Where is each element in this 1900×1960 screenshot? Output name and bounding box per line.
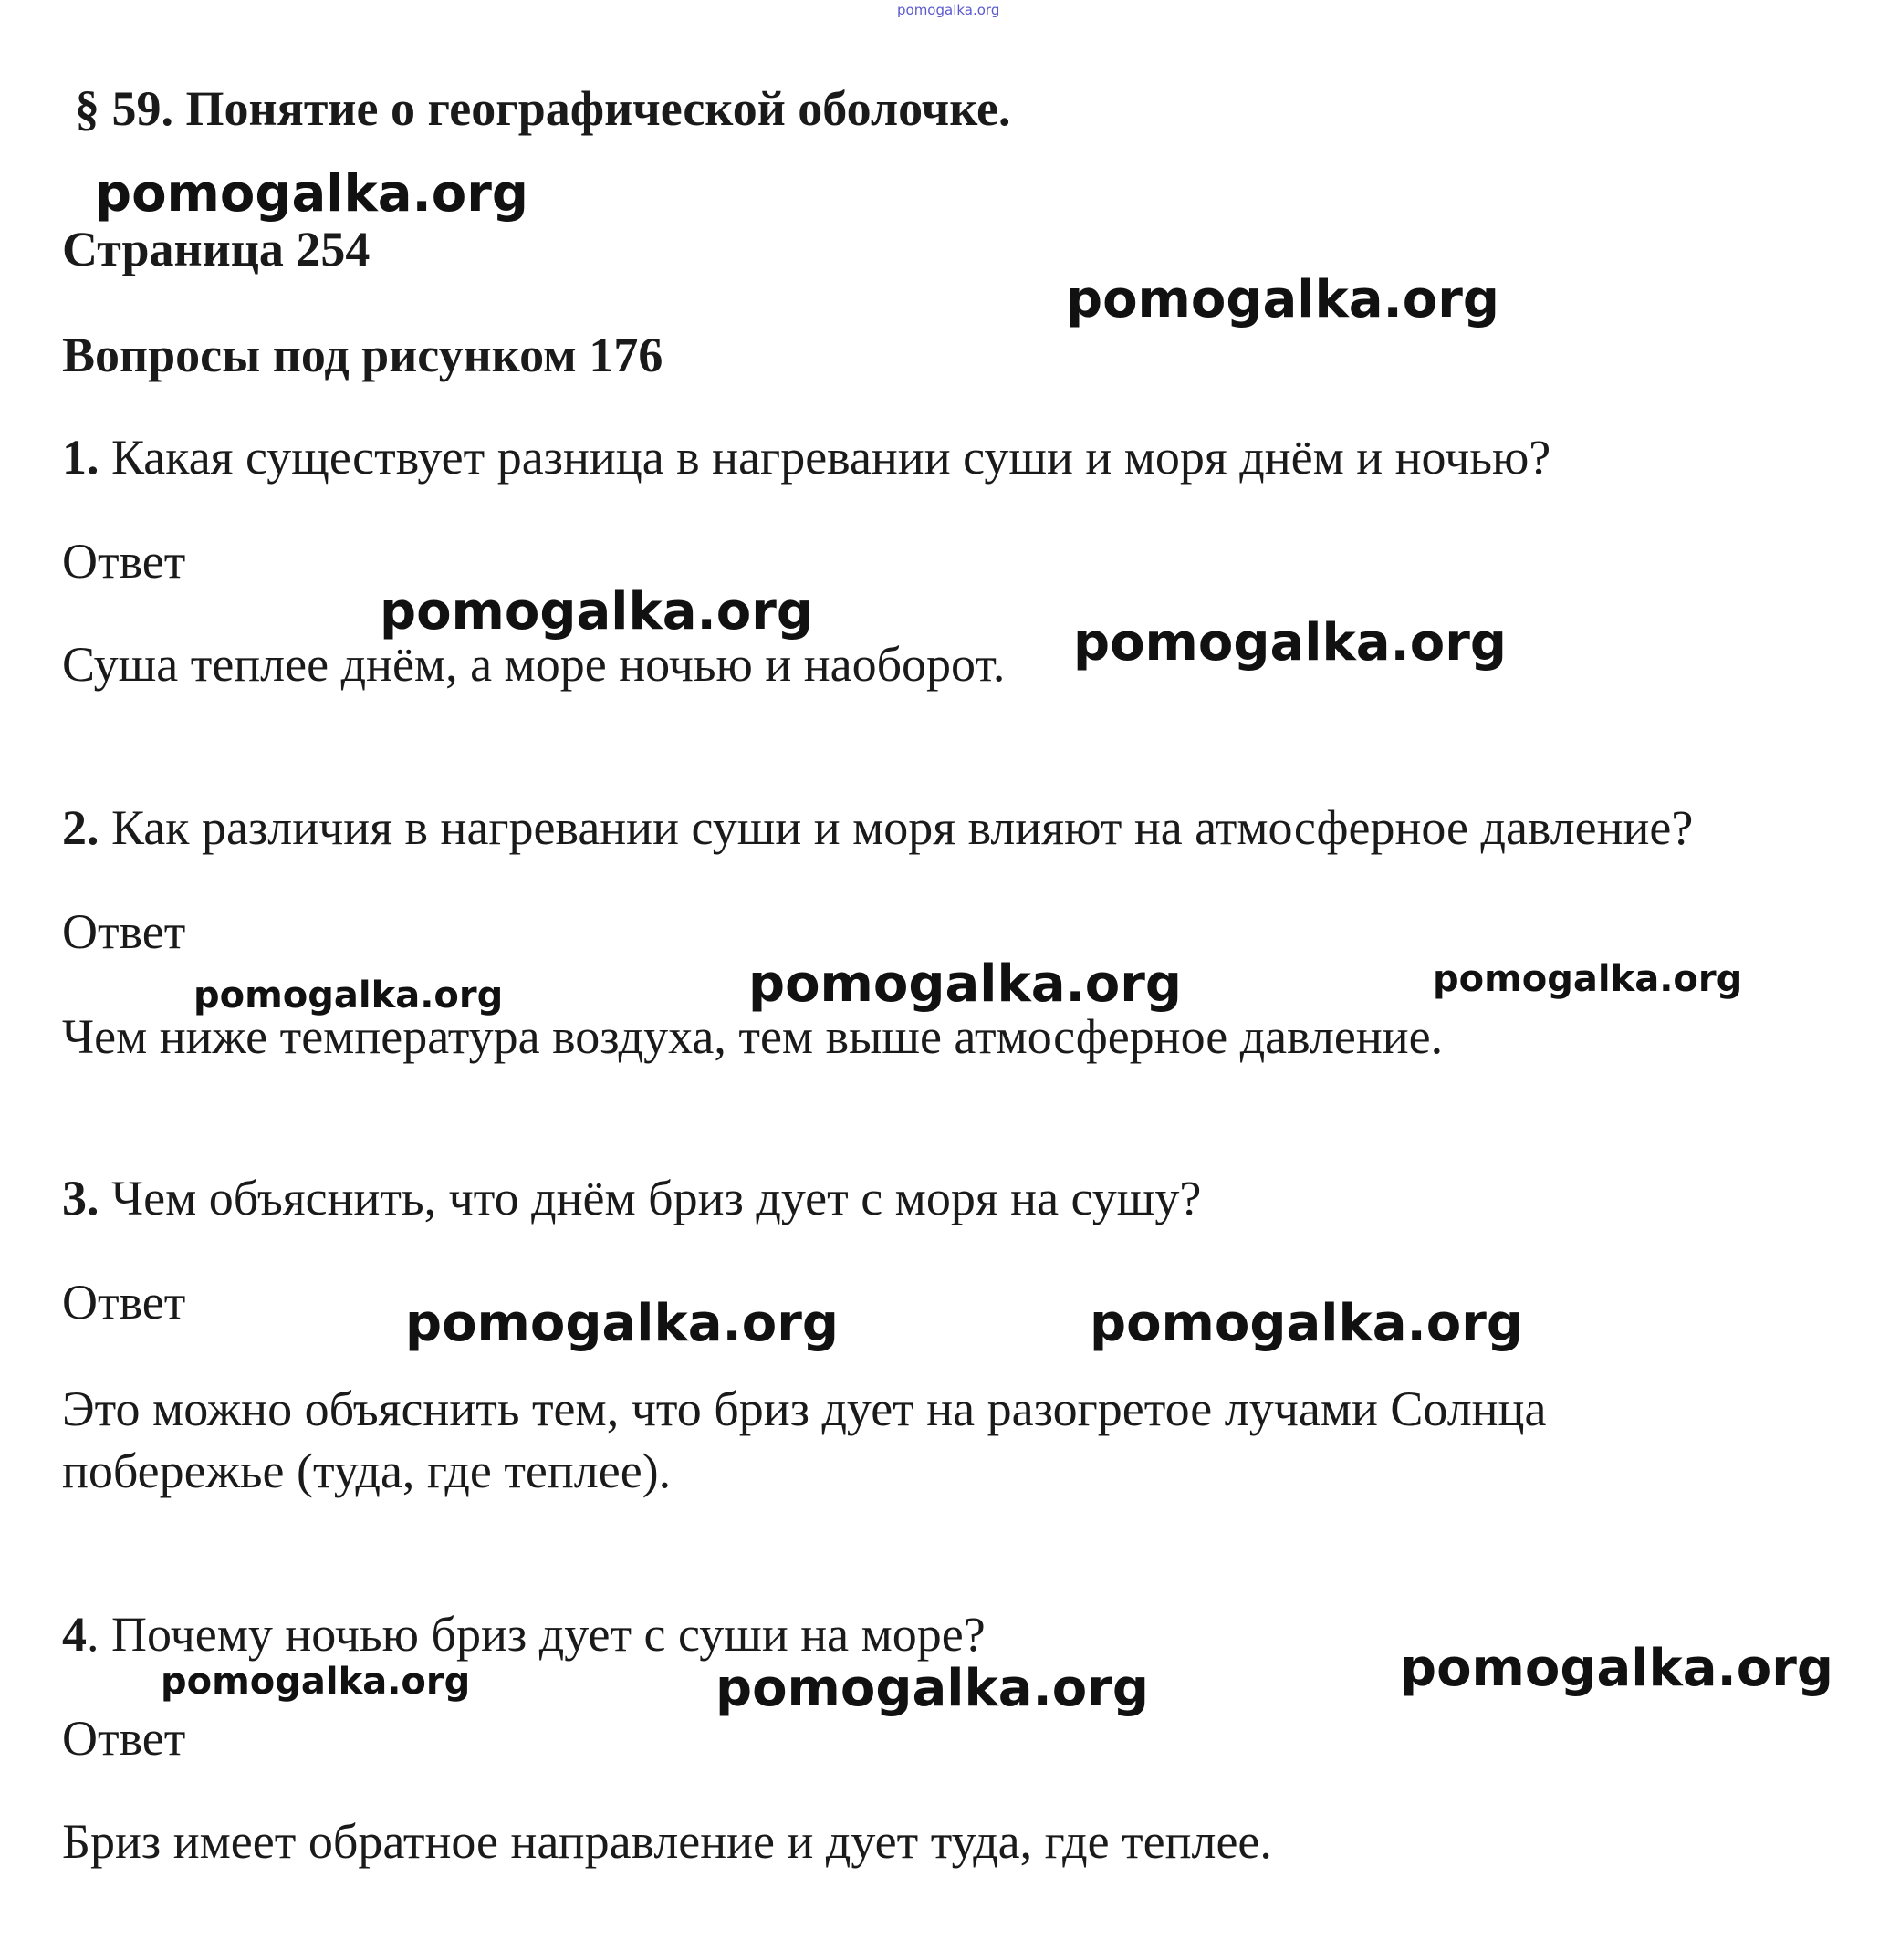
- answer-2-text: Чем ниже температура воздуха, тем выше атмосферное давление.: [62, 1009, 1444, 1064]
- watermark-8: pomogalka.org: [405, 1294, 839, 1353]
- page-number: Страница 254: [62, 222, 371, 276]
- answer-3-label: Ответ: [62, 1275, 186, 1329]
- question-2-number: 2.: [62, 800, 99, 855]
- watermark-top: pomogalka.org: [897, 2, 1000, 18]
- question-1-number: 1.: [62, 430, 99, 485]
- watermark-1: pomogalka.org: [95, 164, 528, 224]
- answer-4-label: Ответ: [62, 1711, 186, 1766]
- question-3-number: 3.: [62, 1171, 99, 1225]
- watermark-7: pomogalka.org: [1433, 958, 1743, 1000]
- section-heading: Вопросы под рисунком 176: [62, 328, 663, 382]
- answer-1-label: Ответ: [62, 534, 186, 589]
- answer-3-text: Это можно объяснить тем, что бриз дует на разогретое лучами Солнца побережье (туда, где теплее).: [62, 1381, 1547, 1498]
- answer-2-label: Ответ: [62, 904, 186, 959]
- watermark-11: pomogalka.org: [715, 1659, 1149, 1718]
- question-3: [62, 1170, 1201, 1226]
- question-1: [62, 429, 1550, 485]
- question-1-text: Какая существует разница в нагревании суши и моря днём и ночью?: [99, 430, 1551, 485]
- watermark-10: pomogalka.org: [161, 1661, 471, 1703]
- watermark-12: pomogalka.org: [1400, 1639, 1833, 1698]
- watermark-5: pomogalka.org: [193, 975, 504, 1016]
- page-title: § 59. Понятие о географической оболочке.: [75, 81, 1011, 136]
- answer-4-text: Бриз имеет обратное направление и дует туда, где теплее.: [62, 1814, 1272, 1869]
- answer-1-text: Суша теплее днём, а море ночью и наоборот.: [62, 637, 1006, 692]
- watermark-4: pomogalka.org: [1073, 613, 1507, 672]
- question-4-text: . Почему ночью бриз дует с суши на море?: [87, 1607, 986, 1662]
- question-3-text: Чем объяснить, что днём бриз дует с моря на сушу?: [99, 1171, 1202, 1225]
- question-2-text: Как различия в нагревании суши и моря влияют на атмосферное давление?: [99, 800, 1694, 855]
- watermark-6: pomogalka.org: [748, 954, 1182, 1014]
- question-2: [62, 799, 1693, 856]
- question-4: [62, 1606, 986, 1663]
- watermark-2: pomogalka.org: [1066, 270, 1499, 329]
- watermark-9: pomogalka.org: [1090, 1294, 1523, 1353]
- question-4-number: 4: [62, 1607, 87, 1662]
- watermark-3: pomogalka.org: [380, 582, 813, 641]
